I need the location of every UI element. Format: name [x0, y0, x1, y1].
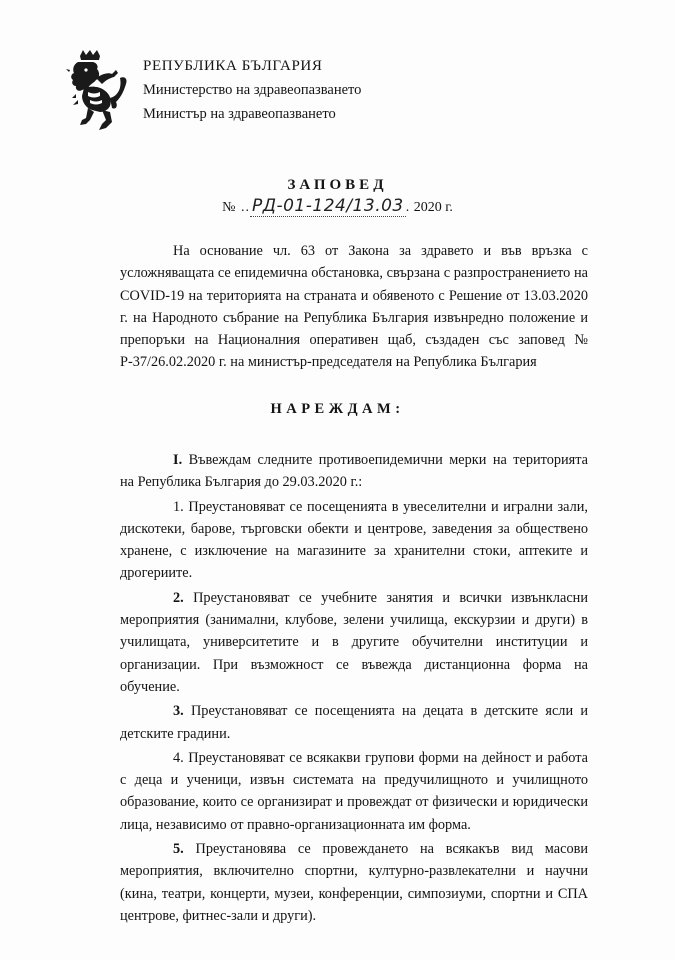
measure-3-number: 3.	[173, 703, 184, 720]
measure-3-text: Преустановяват се посещенията на децата в детските ясли и детските градини.	[120, 703, 588, 742]
measure-5	[120, 838, 588, 927]
bulgarian-lion-coat-of-arms-icon	[66, 50, 132, 134]
measure-2-number: 2.	[173, 589, 184, 606]
intro-paragraph-block	[120, 240, 588, 374]
measure-3	[120, 700, 588, 745]
measure-4-number: 4.	[173, 749, 184, 766]
number-sign: №	[222, 200, 236, 215]
measure-2	[120, 587, 588, 698]
handwritten-order-number: РД-01-124/13.03	[251, 196, 404, 216]
measure-1-text: Преустановяват се посещенията в увеселителни и игрални зали, дискотеки, барове, търговски обекти и центрове, заведения за обществено хранене, с изключение на магазините за хранителни стоки, аптеките и дрогериите.	[120, 498, 588, 582]
order-number-line	[0, 196, 675, 216]
measure-5-text: Преустановява се провеждането на всякакъв вид масови мероприятия, включително спортни, културно-развлекателни и научни (кина, театри, концерти, музеи, конференции, симпозиуми, спортни и СПА центрове, фитнес-зали и други).	[120, 841, 588, 924]
republic-name: РЕПУБЛИКА БЪЛГАРИЯ	[143, 58, 323, 74]
measure-4-text: Преустановяват се всякакви групови форми на дейност и работа с деца и ученици, извън системата на предучилищното и училищното образование, които се организират и провеждат от физически и юридически лица, независимо от правно-организационната им форма.	[120, 749, 588, 833]
section-I-paragraph	[120, 449, 588, 494]
intro-paragraph: На основание чл. 63 от Закона за здравето и във връзка с усложняващата се епидемична обстановка, свързана с разпространението на COVID-19 на територията на страната и обявеното с Решение от 13.03.2020 г. на Народното събрание на Република България извънредно положение и препоръки на Националния оперативен щаб, създаден със заповед № Р-37/26.02.2020 г. на министър-председателя на Република България	[120, 243, 588, 371]
measure-4	[120, 747, 588, 836]
number-dots-before: ..	[240, 200, 250, 215]
measure-1-number: 1.	[173, 498, 184, 515]
measures-block	[120, 449, 588, 929]
measure-1	[120, 496, 588, 585]
number-dots-after: .	[405, 200, 411, 215]
order-year: 2020 г.	[413, 200, 453, 215]
order-heading: НАРЕЖДАМ:	[270, 401, 405, 417]
section-I-number: I.	[173, 452, 183, 468]
ministry-name: Министерство на здравеопазването	[143, 82, 362, 98]
document-title: ЗАПОВЕД	[287, 177, 388, 193]
section-I-text: Въвеждам следните противоепидемични мерки на територията на Република България до 29.03.2020 г.:	[120, 452, 588, 491]
measure-2-text: Преустановяват се учебните занятия и всички извънкласни мероприятия (занимални, клубове, зелени училища, екскурзии и други) в училищата, университетите и в другите обучителни институции и организации. При възможност се въвежда дистанционна форма на обучение.	[120, 589, 588, 695]
measure-5-number: 5.	[173, 841, 184, 858]
minister-title: Министър на здравеопазването	[143, 106, 336, 122]
